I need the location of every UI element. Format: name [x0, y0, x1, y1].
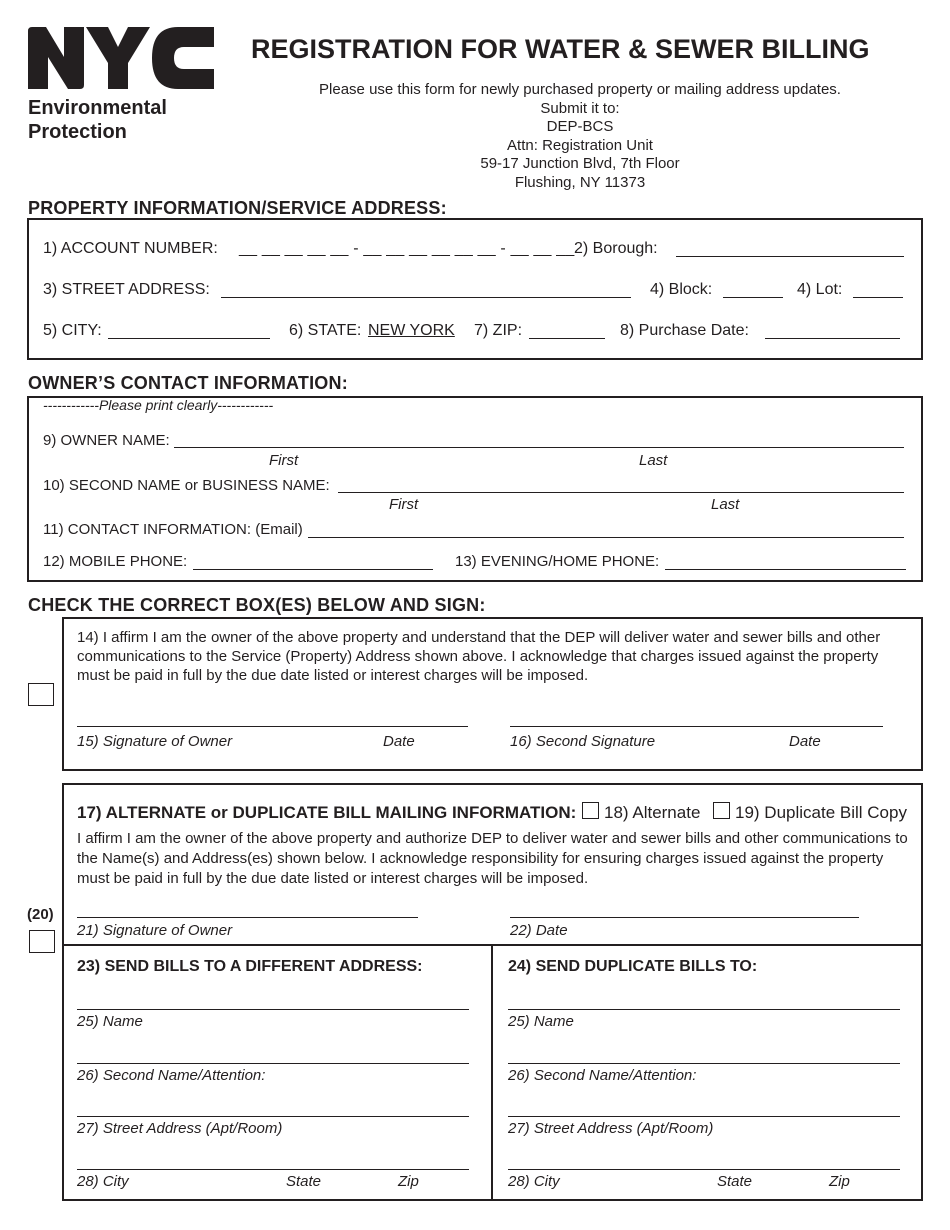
state-label: 6) STATE: — [289, 322, 362, 339]
address-line: Attn: Registration Unit — [507, 136, 653, 154]
owner-affirm-checkbox[interactable] — [28, 683, 54, 706]
second-signature-field[interactable] — [510, 726, 883, 727]
owner-last-hint: Last — [639, 452, 668, 469]
city-field[interactable] — [108, 338, 270, 339]
different-address-heading: 23) SEND BILLS TO A DIFFERENT ADDRESS: — [77, 958, 423, 975]
owner-first-hint: First — [269, 452, 299, 469]
evening-phone-label: 13) EVENING/HOME PHONE: — [455, 553, 660, 570]
borough-field[interactable] — [676, 256, 904, 257]
address-line: Flushing, NY 11373 — [514, 173, 646, 191]
agency-name-line2: Protection — [28, 121, 127, 143]
alternate-mailing-checkbox[interactable] — [29, 930, 55, 953]
duplicate-name-label: 25) Name — [508, 1013, 574, 1030]
different-name-label: 25) Name — [77, 1013, 143, 1030]
purchase-date-field[interactable] — [765, 338, 900, 339]
print-clearly-note: ------------Please print clearly------------ — [43, 397, 274, 413]
duplicate-state-label: State — [717, 1173, 753, 1190]
address-line: DEP-BCS — [546, 118, 614, 136]
duplicate-zip-label: Zip — [829, 1173, 850, 1190]
owner-name-field[interactable] — [174, 447, 904, 448]
duplicate-second-name-label: 26) Second Name/Attention: — [508, 1067, 697, 1084]
different-street-label: 27) Street Address (Apt/Room) — [77, 1120, 283, 1137]
alternate-affirm-text: I affirm I am the owner of the above property and authorize DEP to deliver water and sewer bills and other communications to the Name(s) and Address(es) shown below. I acknowledge responsibility for ensuring charges issued against the property must be paid in full by the due date listed or interest charges will be imposed. — [77, 830, 908, 887]
different-street-field[interactable] — [77, 1116, 469, 1117]
owner-signature-field[interactable] — [77, 726, 468, 727]
account-number-label: 1) ACCOUNT NUMBER: — [43, 240, 218, 257]
owner-affirm-text: 14) I affirm I am the owner of the above property and understand that the DEP will deliver water and sewer bills and other communications to the Service (Property) Address shown above. I acknowledge that charges issued against the property must be paid in full by the due date listed or interest charges will be imposed. — [77, 629, 881, 684]
lot-field[interactable] — [853, 297, 903, 298]
borough-label: 2) Borough: — [574, 240, 658, 257]
second-name-label: 10) SECOND NAME or BUSINESS NAME: — [43, 477, 330, 494]
submit-text: Submit it to: — [540, 99, 620, 117]
street-address-label: 3) STREET ADDRESS: — [43, 281, 210, 298]
zip-field[interactable] — [529, 338, 605, 339]
alternate-signature-field[interactable] — [77, 917, 418, 918]
header-instructions — [290, 81, 870, 193]
contact-email-label: 11) CONTACT INFORMATION: (Email) — [43, 521, 303, 538]
second-signature-label: 16) Second Signature — [510, 733, 656, 750]
duplicate-name-field[interactable] — [508, 1009, 900, 1010]
alternate-date-field[interactable] — [510, 917, 859, 918]
owner-name-label: 9) OWNER NAME: — [43, 432, 170, 449]
duplicate-city-label: 28) City — [508, 1173, 560, 1190]
duplicate-street-label: 27) Street Address (Apt/Room) — [508, 1120, 714, 1137]
evening-phone-field[interactable] — [665, 569, 906, 570]
duplicate-bills-heading: 24) SEND DUPLICATE BILLS TO: — [508, 958, 758, 975]
alternate-signature-label: 21) Signature of Owner — [77, 922, 233, 939]
address-line: 59-17 Junction Blvd, 7th Floor — [480, 155, 680, 173]
owner-section-heading: OWNER’S CONTACT INFORMATION: — [28, 373, 348, 393]
zip-label: 7) ZIP: — [474, 322, 523, 339]
intro-text: Please use this form for newly purchased property or mailing address updates. — [319, 81, 841, 98]
alternate-date-label: 22) Date — [510, 922, 568, 939]
owner-signature-label: 15) Signature of Owner — [77, 733, 233, 750]
duplicate-option-checkbox[interactable] — [713, 802, 730, 819]
box-20-marker: (20) — [27, 906, 54, 923]
mobile-phone-field[interactable] — [193, 569, 433, 570]
account-number-field[interactable]: __ __ __ __ __ - __ __ __ __ __ __ - __ __ __ — [239, 240, 575, 257]
second-first-hint: First — [389, 496, 419, 513]
contact-email-field[interactable] — [308, 537, 904, 538]
column-divider — [491, 944, 493, 1201]
property-section-heading: PROPERTY INFORMATION/SERVICE ADDRESS: — [28, 198, 447, 218]
alternate-option-checkbox[interactable] — [582, 802, 599, 819]
purchase-date-label: 8) Purchase Date: — [620, 322, 749, 339]
duplicate-second-name-field[interactable] — [508, 1063, 900, 1064]
alternate-mailing-heading: 17) ALTERNATE or DUPLICATE BILL MAILING INFORMATION: — [77, 803, 577, 822]
duplicate-street-field[interactable] — [508, 1116, 900, 1117]
second-signature-date-label: Date — [789, 733, 821, 750]
block-label: 4) Block: — [650, 281, 713, 298]
owner-signature-date-label: Date — [383, 733, 415, 750]
different-state-label: State — [286, 1173, 322, 1190]
different-city-label: 28) City — [77, 1173, 129, 1190]
different-second-name-label: 26) Second Name/Attention: — [77, 1067, 266, 1084]
check-section-heading: CHECK THE CORRECT BOX(ES) BELOW AND SIGN: — [28, 595, 486, 615]
different-zip-label: Zip — [398, 1173, 419, 1190]
different-city-state-zip-field[interactable] — [77, 1169, 469, 1170]
agency-name-line1: Environmental — [28, 97, 167, 119]
second-last-hint: Last — [711, 496, 740, 513]
second-name-field[interactable] — [338, 492, 904, 493]
alternate-option-label: 18) Alternate — [604, 803, 701, 822]
street-address-field[interactable] — [221, 297, 631, 298]
duplicate-option-label: 19) Duplicate Bill Copy — [735, 803, 907, 822]
mobile-phone-label: 12) MOBILE PHONE: — [43, 553, 188, 570]
different-name-field[interactable] — [77, 1009, 469, 1010]
duplicate-city-state-zip-field[interactable] — [508, 1169, 900, 1170]
lot-label: 4) Lot: — [797, 281, 843, 298]
block-field[interactable] — [723, 297, 783, 298]
nyc-logo — [28, 27, 214, 89]
state-value: NEW YORK — [368, 322, 455, 339]
form-title: REGISTRATION FOR WATER & SEWER BILLING — [251, 34, 870, 64]
city-label: 5) CITY: — [43, 322, 102, 339]
different-second-name-field[interactable] — [77, 1063, 469, 1064]
